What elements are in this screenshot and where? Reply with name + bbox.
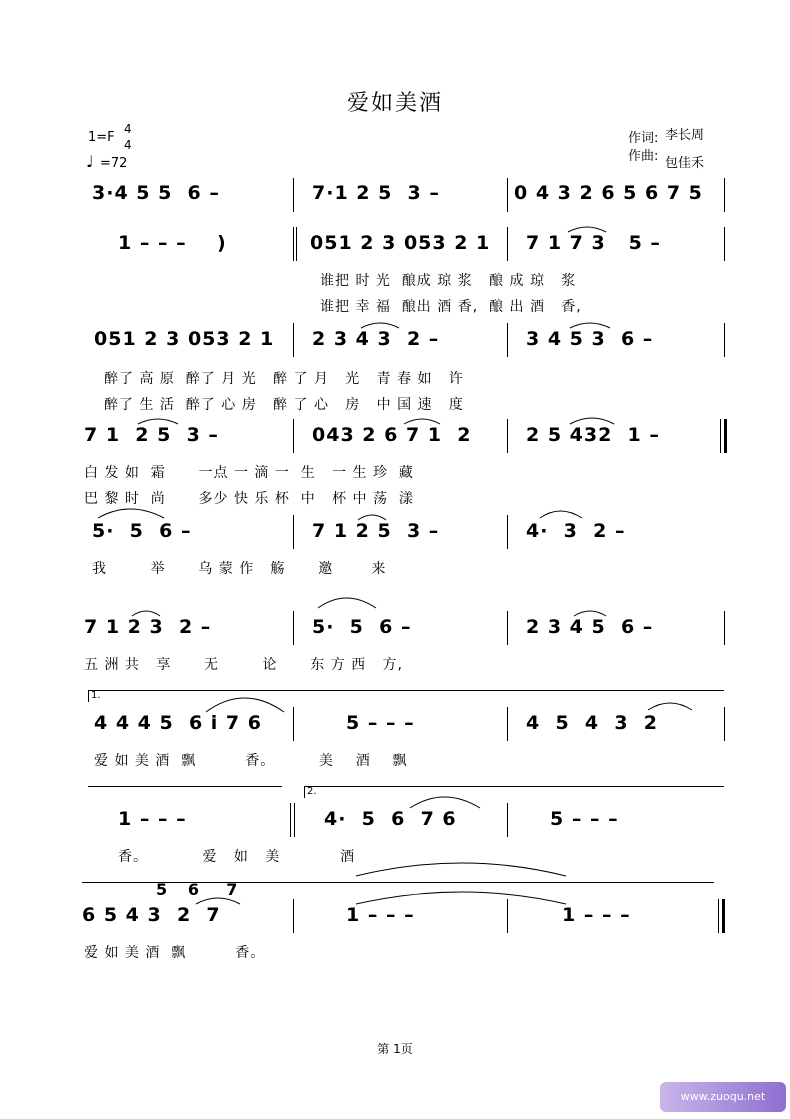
slur [540, 511, 582, 518]
measure: 5· 5 6 – [312, 616, 412, 638]
tie [356, 863, 566, 876]
measure: 3·4 5 5 6 – [92, 182, 220, 204]
barline [293, 611, 294, 645]
measure: 3 4 5 3 6 – [526, 328, 654, 350]
measure: 7 1 2 5 3 – [312, 520, 440, 542]
lyric-line: 五 洲 共 享 无 论 东 方 西 方, [84, 657, 403, 673]
measure: 0 4 3 2 6 5 6 7 5 [514, 182, 703, 204]
barline [724, 178, 725, 212]
lyricist-label: 作词: [628, 131, 659, 146]
barline [507, 707, 508, 741]
measure: 1 – – – [118, 808, 187, 830]
slur [318, 598, 376, 608]
barline [507, 227, 508, 261]
measure: 5 – – – [346, 712, 415, 734]
tempo: =72 [100, 156, 128, 171]
composer: 包佳禾 [665, 156, 705, 171]
barline [724, 707, 725, 741]
lyric-line: 醉了 生 活 醉了 心 房 醉 了 心 房 中 国 速 度 [104, 397, 464, 413]
lyric-line: 巴 黎 时 尚 多少 快 乐 杯 中 杯 中 荡 漾 [84, 491, 414, 507]
volta-bracket [88, 786, 282, 787]
barline [293, 178, 294, 212]
barline [724, 323, 725, 357]
repeat-end-barline [720, 419, 721, 453]
barline [293, 707, 294, 741]
lyric-line: 谁把 时 光 酿成 琼 浆 酿 成 琼 浆 [320, 273, 577, 289]
barline [293, 515, 294, 549]
measure: 2 3 4 5 6 – [526, 616, 654, 638]
barline [507, 611, 508, 645]
slur [98, 509, 164, 518]
barline [293, 419, 294, 453]
page-title: 爱如美酒 [346, 91, 443, 116]
volta-bracket [88, 690, 724, 691]
measure: 1 – – – ) [118, 232, 227, 254]
measure: 7·1 2 5 3 – [312, 182, 440, 204]
final-barline [722, 899, 725, 933]
measure: 7 1 2 3 2 – [84, 616, 212, 638]
slur [206, 698, 284, 712]
barline [293, 323, 294, 357]
repeat-start-barline [293, 227, 294, 261]
barline [724, 227, 725, 261]
time-signature-bottom: 4 [124, 138, 132, 152]
page-number: 第 1页 [377, 1042, 413, 1056]
barline [507, 178, 508, 212]
lyric-line: 我 举 乌 蒙 作 觞 邀 来 [92, 561, 387, 577]
barline [507, 803, 508, 837]
time-signature-top: 4 [124, 122, 132, 136]
lyric-line: 爱 如 美 酒 飘 香。 [84, 945, 266, 961]
measure: 1 – – – [346, 904, 415, 926]
lyric-line: 爱 如 美 酒 飘 香。 美 酒 飘 [94, 753, 408, 769]
measure: 1 – – – [562, 904, 631, 926]
barline [507, 515, 508, 549]
barline [724, 611, 725, 645]
repeat-end-barline [290, 803, 291, 837]
measure: 7 1 7 3 5 – [526, 232, 661, 254]
measure: 2 5 432 1 – [526, 424, 660, 446]
volta-number: 2. [307, 786, 317, 797]
measure: 5· 5 6 – [92, 520, 192, 542]
repeat-end-barline [294, 803, 295, 837]
volta-bracket [304, 786, 305, 798]
measure: 4· 3 2 – [526, 520, 626, 542]
measure: 4 5 4 3 2 [526, 712, 659, 734]
slur [648, 703, 692, 710]
measure: 043 2 6 7 1 2 [312, 424, 472, 446]
barline [507, 419, 508, 453]
measure: 4 4 4 5 6 i 7 6 [94, 712, 262, 734]
repeat-start-barline [296, 227, 297, 261]
measure: 6 5 4 3 2 7 [82, 904, 221, 926]
lyricist: 李长周 [665, 128, 705, 143]
repeat-end-barline [724, 419, 727, 453]
measure: 4· 5 6 7 6 [324, 808, 457, 830]
barline [507, 899, 508, 933]
measure: 051 2 3 053 2 1 [310, 232, 491, 254]
lyric-line: 香。 爱 如 美 酒 [118, 849, 356, 865]
volta-bracket [88, 690, 89, 702]
slur [410, 797, 480, 808]
upper-voice: 5 6 7 [156, 880, 239, 899]
measure: 051 2 3 053 2 1 [94, 328, 275, 350]
lyric-line: 醉了 高 原 醉了 月 光 醉 了 月 光 青 春 如 许 [104, 371, 464, 387]
key-signature: 1=F [88, 130, 115, 145]
composer-label: 作曲: [628, 149, 659, 164]
measure: 2 3 4 3 2 – [312, 328, 440, 350]
measure: 7 1 2 5 3 – [84, 424, 219, 446]
tempo-note-icon: ♩ [86, 152, 94, 171]
final-barline [718, 899, 719, 933]
watermark: www.zuoqu.net [660, 1082, 786, 1112]
barline [293, 899, 294, 933]
lyric-line: 白 发 如 霜 一点 一 滴 一 生 一 生 珍 藏 [84, 465, 414, 481]
measure: 5 – – – [550, 808, 619, 830]
tie [356, 892, 566, 904]
volta-number: 1. [91, 690, 101, 701]
volta-bracket [304, 786, 724, 787]
lyric-line: 谁把 幸 福 酿出 酒 香, 酿 出 酒 香, [320, 299, 582, 315]
barline [507, 323, 508, 357]
